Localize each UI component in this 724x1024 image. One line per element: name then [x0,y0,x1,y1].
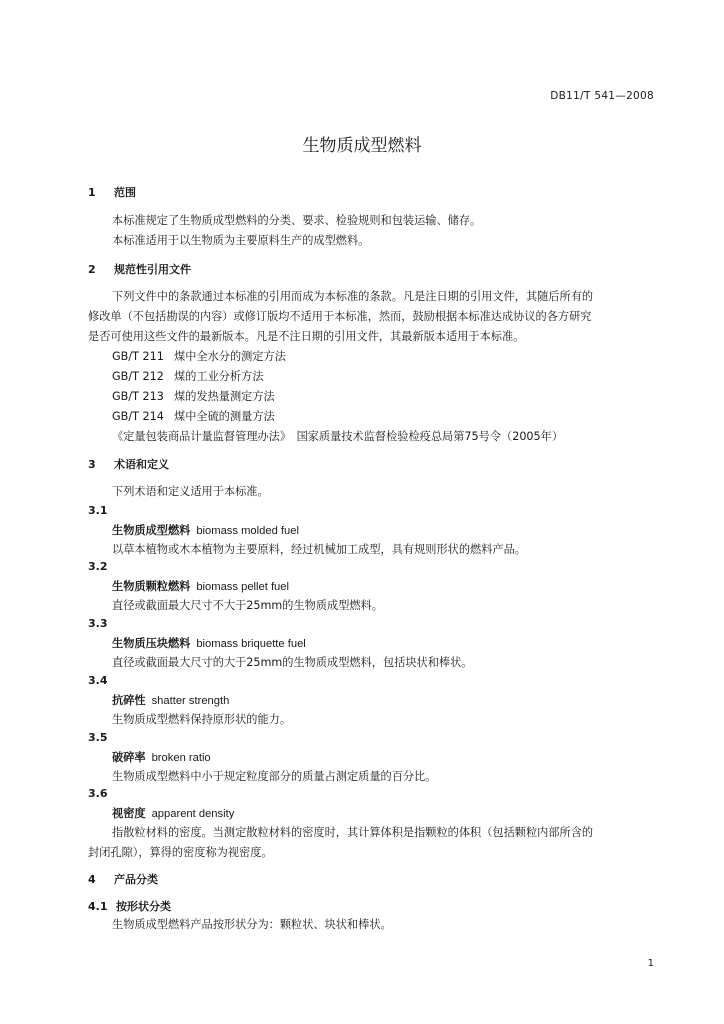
standard-name: 煤中全水分的测定方法 [174,350,286,363]
paragraph: 本标准适用于以生物质为主要原料生产的成型燃料。 [112,234,370,247]
paragraph-line: 是否可使用这些文件的最新版本。凡是不注日期的引用文件，其最新版本适用于本标准。 [88,330,525,343]
term-number: 3.6 [88,787,108,800]
standard-code: GB/T 213 [112,390,164,403]
section-title: 规范性引用文件 [114,263,191,276]
term-number: 3.1 [88,504,108,517]
subsection-title: 按形状分类 [116,900,171,913]
term-cn: 生物质压块燃料 [112,637,191,650]
section-number: 1 [88,186,96,199]
section-title: 范围 [114,186,136,199]
section-3-heading [88,456,169,472]
term-title [112,692,229,708]
paragraph: 下列术语和定义适用于本标准。 [112,485,269,498]
term-cn: 生物质颗粒燃料 [112,580,191,593]
standard-name: 煤中全硫的测量方法 [174,410,275,423]
page-number: 1 [647,958,654,969]
term-cn: 抗碎性 [112,694,146,707]
term-number: 3.2 [88,560,108,573]
term-definition: 直径或截面最大尺寸的大于25mm的生物质成型燃料，包括块状和棒状。 [112,656,473,669]
term-en: biomass briquette fuel [196,638,306,650]
term-definition: 以草本植物或木本植物为主要原料，经过机械加工成型，具有规则形状的燃料产品。 [112,543,526,556]
standard-name: 煤的发热量测定方法 [174,390,275,403]
reference-item [112,368,264,384]
paragraph-line: 修改单（不包括勘误的内容）或修订版均不适用于本标准，然而，鼓励根据本标准达成协议的各方研究 [88,310,592,323]
term-en: apparent density [151,808,235,820]
section-title: 产品分类 [114,873,158,886]
term-definition-line: 封闭孔隙），算得的密度称为视密度。 [88,846,273,859]
term-definition: 生物质成型燃料中小于规定粒度部分的质量占测定质量的百分比。 [112,770,437,783]
subsection-4-1-heading [88,898,171,914]
section-number: 2 [88,263,96,276]
term-en: biomass pellet fuel [196,581,289,593]
term-number: 3.3 [88,617,108,630]
standard-code: GB/T 211 [112,350,164,363]
paragraph: 本标准规定了生物质成型燃料的分类、要求、检验规则和包装运输、储存。 [112,214,482,227]
reference-item [112,408,275,424]
term-en: biomass molded fuel [196,525,299,537]
section-2-heading [88,261,191,277]
term-en: shatter strength [151,695,230,707]
term-cn: 破碎率 [112,751,146,764]
reference-item: 《定量包装商品计量监督管理办法》 国家质量技术监督检验检疫总局第75号令（2005年） [112,430,564,443]
document-number: DB11/T 541—2008 [550,90,654,102]
term-number: 3.5 [88,731,108,744]
term-definition: 直径或截面最大尺寸不大于25mm的生物质成型燃料。 [112,599,383,612]
section-number: 3 [88,458,96,471]
reference-item [112,388,275,404]
standard-name: 煤的工业分析方法 [174,370,264,383]
section-number: 4 [88,873,96,886]
paragraph-line: 下列文件中的条款通过本标准的引用而成为本标准的条款。凡是注日期的引用文件，其随后所有的 [112,290,594,303]
term-definition-line: 指散粒材料的密度。当测定散粒材料的密度时，其计算体积是指颗粒的体积（包括颗粒内部所含的 [112,826,594,839]
reference-item [112,348,286,364]
standard-code: GB/T 214 [112,410,164,423]
term-number: 3.4 [88,674,108,687]
section-title: 术语和定义 [114,458,169,471]
document-title: 生物质成型燃料 [302,136,422,156]
term-title [112,522,299,538]
term-title [112,578,289,594]
term-en: broken ratio [151,752,211,764]
term-definition: 生物质成型燃料保持原形状的能力。 [112,713,292,726]
paragraph: 生物质成型燃料产品按形状分为：颗粒状、块状和棒状。 [112,918,392,931]
term-title [112,749,211,765]
standard-code: GB/T 212 [112,370,164,383]
section-1-heading [88,184,136,200]
term-cn: 生物质成型燃料 [112,524,191,537]
section-4-heading [88,871,158,887]
subsection-number: 4.1 [88,900,108,913]
term-cn: 视密度 [112,807,146,820]
term-title [112,635,306,651]
term-title [112,805,234,821]
